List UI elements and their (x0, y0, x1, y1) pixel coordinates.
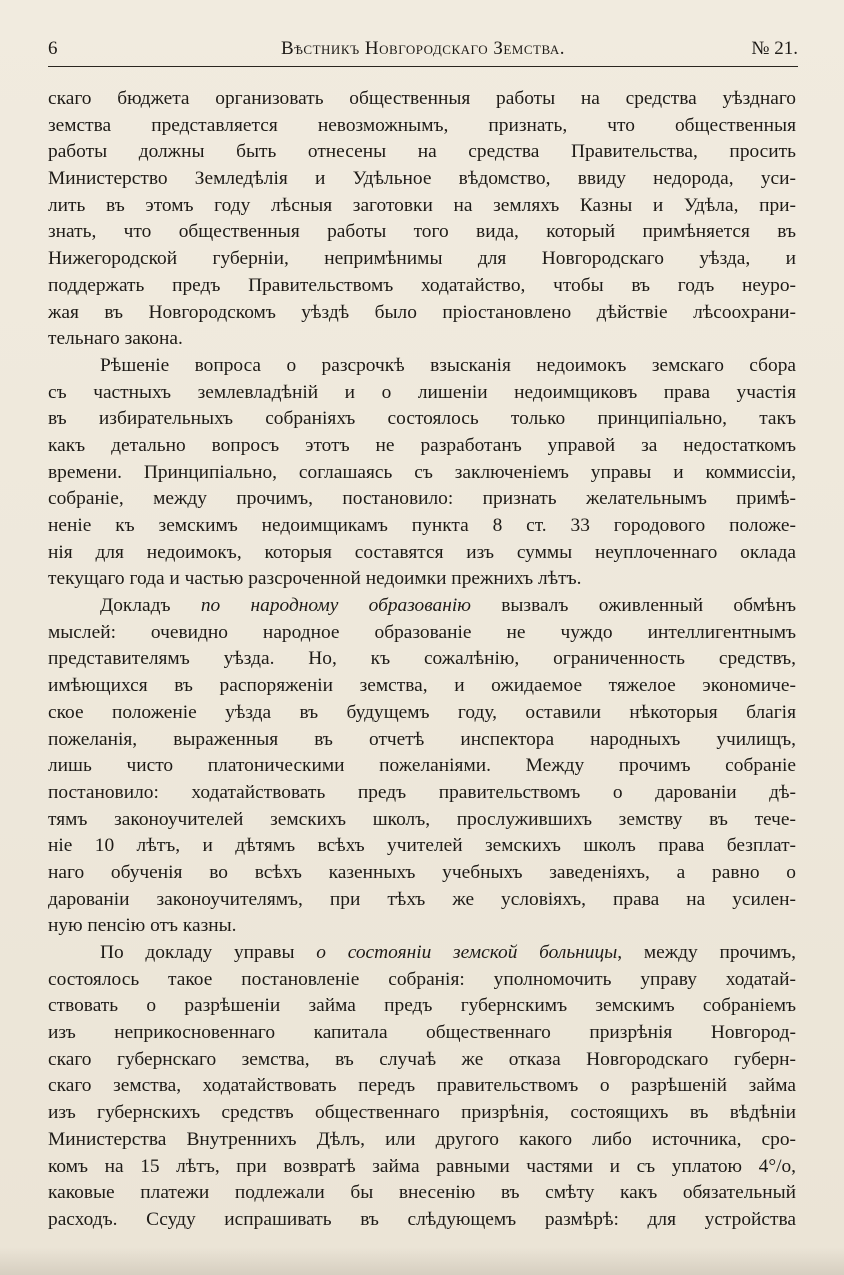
text-line: скаго земства, ходатайствовать передъ правительствомъ о разрѣшеній займа (48, 1075, 796, 1097)
text-line: жая въ Новгородскомъ уѣздѣ было пріостановлено дѣйствіе лѣсоохрани- (48, 301, 796, 323)
text-line: наго обученія во всѣхъ казенныхъ учебныхъ заведеніяхъ, а равно о (48, 861, 796, 883)
text-line: неніе къ земскимъ недоимщикамъ пункта 8 ст. 33 городового положе- (48, 515, 796, 536)
journal-title: Вѣстникъ Новгородскаго Земства. (281, 38, 565, 59)
text-line: въ избирательныхъ собраніяхъ состоялось только принципіально, такъ (48, 408, 796, 430)
text-line: лить въ этомъ году лѣсныя заготовки на земляхъ Казны и Удѣла, при- (48, 194, 796, 216)
text-line: Министерство Земледѣлія и Удѣльное вѣдомство, ввиду недорода, уси- (48, 168, 796, 190)
text-segment: По докладу управы (100, 942, 295, 963)
text-line: нія для недоимокъ, которыя составятся изъ суммы неуплоченнаго оклада (48, 541, 796, 563)
text-line: изъ неприкосновеннаго капитала общественнаго призрѣнія Новгород- (48, 1022, 796, 1044)
text-line: скаго губернскаго земства, въ случаѣ же отказа Новгородскаго губерн- (48, 1048, 796, 1070)
text-line: скаго бюджета организовать общественныя работы на средства уѣзднаго (48, 88, 796, 109)
issue-number: № 21. (751, 38, 798, 59)
text-line: расходъ. Ссуду испрашивать въ слѣдующемъ размѣрѣ: для устройства (48, 1208, 796, 1230)
text-line: поддержать предъ Правительствомъ ходатайство, чтобы въ годъ неуро- (48, 274, 796, 296)
text-line-mixed (48, 940, 796, 967)
text-line: комъ на 15 лѣтъ, при возвратѣ займа равными частями и съ уплатою 4°/о, (48, 1155, 796, 1177)
text-line: съ частныхъ землевладѣній и о лишеніи недоимщиковъ права участія (48, 381, 796, 403)
text-segment: , между прочимъ, (617, 942, 796, 963)
italic-topic: по народному образованію (200, 595, 471, 617)
text-line: Министерства Внутреннихъ Дѣлъ, или другого какого либо источника, сро- (48, 1128, 796, 1150)
text-line: земства представляется невозможнымъ, признать, что общественныя (48, 114, 796, 136)
text-line: пожеланія, выраженныя въ отчетѣ инспектора народныхъ училищъ, (48, 728, 796, 750)
text-line-mixed (48, 593, 796, 620)
text-line: ную пенсію отъ казны. (48, 915, 237, 937)
text-line: Рѣшеніе вопроса о разсрочкѣ взысканія недоимокъ земскаго сбора (100, 354, 796, 376)
running-header (48, 38, 798, 66)
text-line: представителямъ уѣзда. Но, къ сожалѣнію, ограниченность средствъ, (48, 648, 796, 670)
text-line: каковые платежи подлежали бы внесенію въ смѣту какъ обязательный (48, 1182, 796, 1204)
text-line: имѣющихся въ распоряженіи земства, и ожидаемое тяжелое экономиче- (48, 675, 796, 697)
article-body (48, 86, 796, 1234)
text-line: Нижегородской губерніи, непримѣнимы для Новгородскаго уѣзда, и (48, 248, 796, 270)
text-line: тельнаго закона. (48, 328, 183, 350)
header-rule (48, 66, 798, 67)
text-line: какъ детально вопросъ этотъ не разработанъ управой за недостаткомъ (48, 434, 796, 456)
text-line: постановило: ходатайствовать предъ правительствомъ о дарованіи дѣ- (48, 781, 796, 803)
text-line: тямъ законоучителей земскихъ школъ, прослужившихъ земству въ тече- (48, 808, 796, 830)
page-edge-shadow (0, 1247, 844, 1275)
text-line: знать, что общественныя работы того вида, который примѣняется въ (48, 221, 796, 243)
text-segment: Докладъ (100, 595, 171, 617)
text-line: лишь чисто платоническими пожеланіями. Между прочимъ собраніе (48, 755, 796, 777)
text-line: работы должны быть отнесены на средства Правительства, просить (48, 141, 796, 163)
text-line: дарованіи законоучителямъ, при тѣхъ же условіяхъ, права на усилен- (48, 888, 796, 910)
text-line: ствовать о разрѣшеніи займа предъ губернскимъ земскимъ собраніемъ (48, 995, 796, 1017)
text-line: текущаго года и частью разсроченной недоимки прежнихъ лѣтъ. (48, 568, 582, 590)
text-line: времени. Принципіально, соглашаясь съ заключеніемъ управы и коммиссіи, (48, 461, 796, 483)
text-line: изъ губернскихъ средствъ общественнаго призрѣнія, состоящихъ въ вѣдѣніи (48, 1102, 796, 1124)
text-line: ское положеніе уѣзда въ будущемъ году, оставили нѣкоторыя благія (48, 701, 796, 723)
text-line: мыслей: очевидно народное образованіе не чуждо интеллигентнымъ (48, 621, 796, 643)
italic-topic: о состояніи земской больницы (316, 942, 618, 963)
text-line: состоялось такое постановленіе собранія: уполномочить управу ходатай- (48, 968, 796, 990)
page-number: 6 (48, 38, 58, 59)
text-line: собраніе, между прочимъ, постановило: признать желательнымъ примѣ- (48, 488, 796, 510)
text-line: ніе 10 лѣтъ, и дѣтямъ всѣхъ учителей земскихъ школъ права безплат- (48, 835, 796, 857)
text-segment: вызвалъ оживленный обмѣнъ (501, 595, 796, 617)
